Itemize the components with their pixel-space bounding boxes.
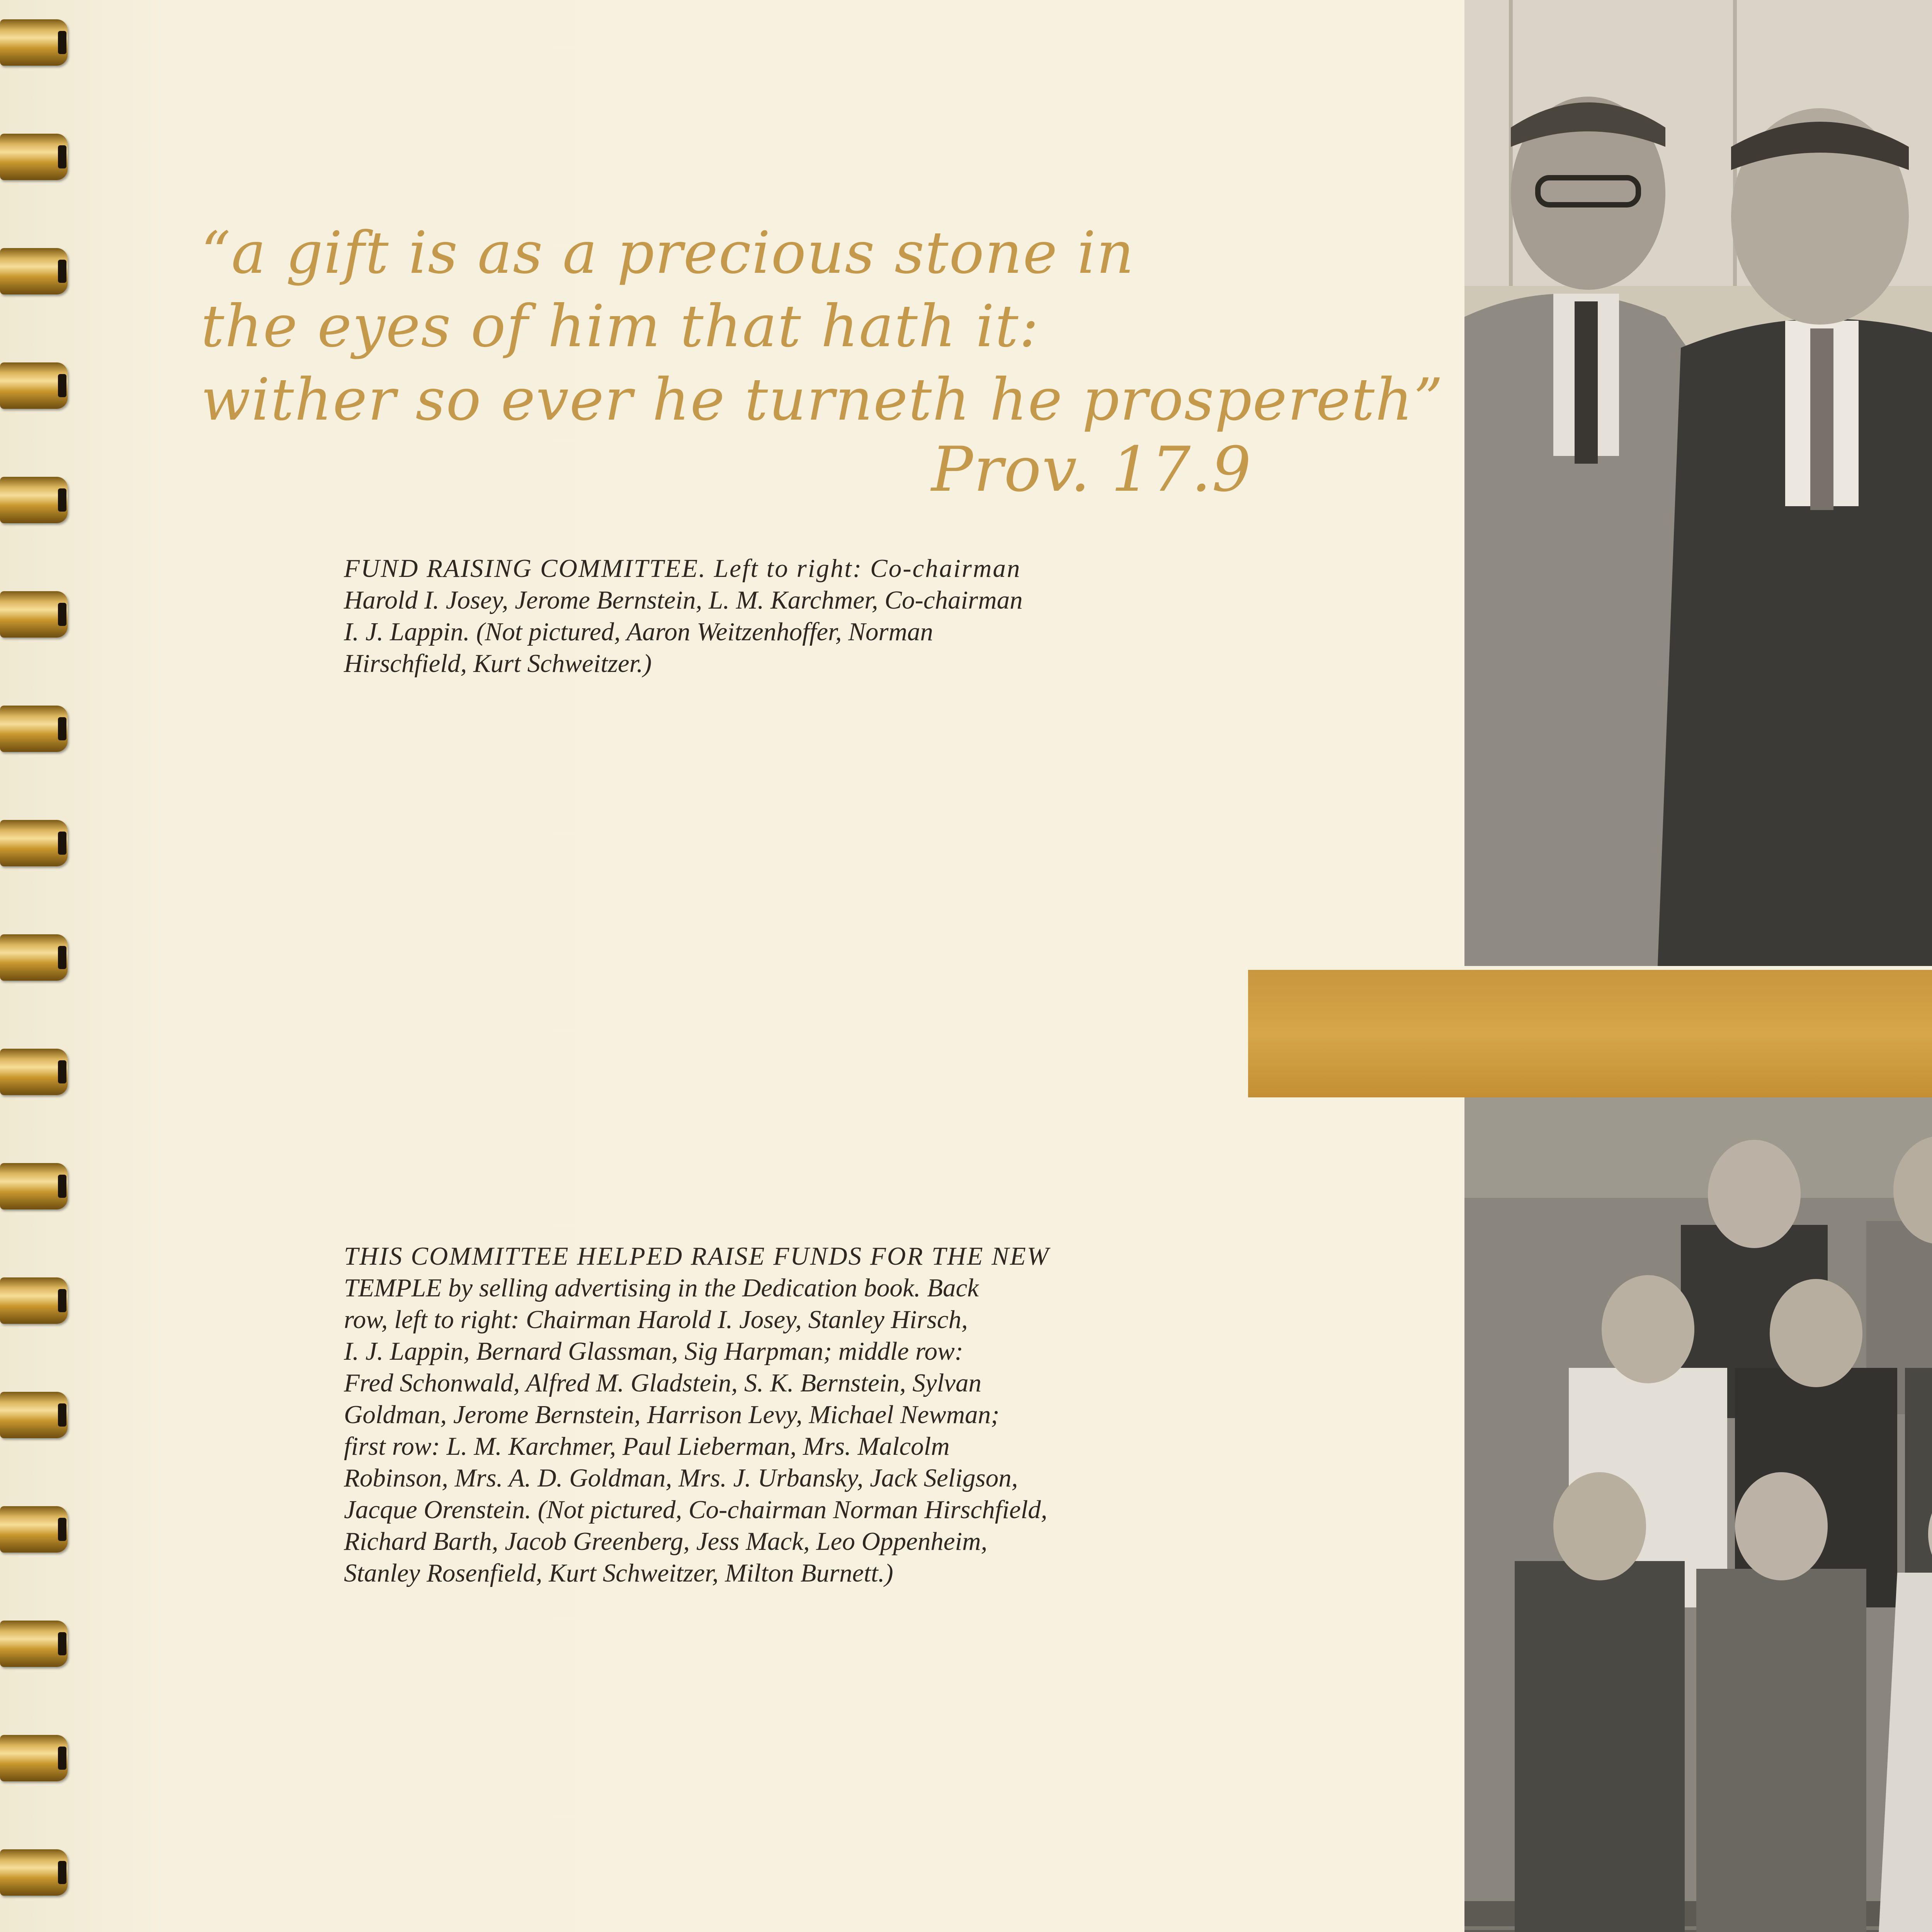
binding-ring [0, 1849, 68, 1896]
gold-accent-band [1248, 970, 1932, 1097]
caption-line: Richard Barth, Jacob Greenberg, Jess Mack, Leo Oppenheim, [344, 1527, 988, 1556]
binding-hole [58, 946, 66, 969]
binding-hole [58, 1518, 66, 1541]
binding-ring [0, 134, 68, 180]
binding-ring [0, 362, 68, 409]
quote-citation: Prov. 17.9 [931, 433, 1252, 505]
binding-hole [58, 1403, 66, 1427]
fund-raising-committee-photo [1464, 0, 1932, 966]
binding-hole [58, 145, 66, 168]
advertising-committee-caption [344, 1240, 1310, 1589]
fund-raising-committee-caption [344, 553, 1310, 679]
binding-hole [58, 488, 66, 512]
caption-line: Fred Schonwald, Alfred M. Gladstein, S. K. Bernstein, Sylvan [344, 1369, 981, 1397]
binding-ring [0, 820, 68, 866]
spiral-binding [0, 0, 73, 1932]
binding-hole [58, 1747, 66, 1770]
caption-line: TEMPLE by selling advertising in the Dedication book. Back [344, 1274, 979, 1302]
caption-line: Robinson, Mrs. A. D. Goldman, Mrs. J. Urbansky, Jack Seligson, [344, 1464, 1018, 1492]
quote-line-2: the eyes of him that hath it: [201, 293, 1039, 360]
binding-ring [0, 706, 68, 752]
caption-line: Harold I. Josey, Jerome Bernstein, L. M. Karchmer, Co-chairman [344, 586, 1023, 614]
scripture-quote [201, 216, 1444, 506]
caption-line: I. J. Lappin, Bernard Glassman, Sig Harpman; middle row: [344, 1337, 963, 1366]
binding-ring [0, 1506, 68, 1553]
binding-ring [0, 248, 68, 294]
binding-hole [58, 1289, 66, 1312]
caption-line: I. J. Lappin. (Not pictured, Aaron Weitzenhoffer, Norman [344, 617, 933, 646]
binding-ring [0, 1163, 68, 1209]
binding-hole [58, 260, 66, 283]
binding-ring [0, 934, 68, 981]
binding-hole [58, 31, 66, 54]
binding-ring [0, 19, 68, 66]
binding-hole [58, 1861, 66, 1884]
caption-line: Stanley Rosenfield, Kurt Schweitzer, Milton Burnett.) [344, 1559, 893, 1587]
quote-line-3: wither so ever he turneth he prospereth” [201, 366, 1444, 434]
caption-line: Goldman, Jerome Bernstein, Harrison Levy, Michael Newman; [344, 1400, 1000, 1429]
caption-line: THIS COMMITTEE HELPED RAISE FUNDS FOR THE NEW [344, 1242, 1050, 1270]
binding-hole [58, 603, 66, 626]
caption-line: Jacque Orenstein. (Not pictured, Co-chairman Norman Hirschfield, [344, 1495, 1048, 1524]
binding-ring [0, 1392, 68, 1438]
binding-hole [58, 1632, 66, 1655]
binding-hole [58, 832, 66, 855]
binding-hole [58, 374, 66, 397]
binding-ring [0, 1621, 68, 1667]
caption-line: FUND RAISING COMMITTEE. Left to right: Co-chairman [344, 554, 1021, 583]
caption-line: row, left to right: Chairman Harold I. Josey, Stanley Hirsch, [344, 1305, 968, 1334]
binding-ring [0, 1049, 68, 1095]
binding-ring [0, 591, 68, 638]
binding-ring [0, 1277, 68, 1324]
caption-line: Hirschfield, Kurt Schweitzer.) [344, 649, 652, 678]
binding-ring [0, 477, 68, 523]
quote-line-1: “a gift is as a precious stone in [201, 219, 1135, 287]
caption-line: first row: L. M. Karchmer, Paul Lieberman, Mrs. Malcolm [344, 1432, 950, 1461]
binding-hole [58, 1175, 66, 1198]
binding-hole [58, 717, 66, 740]
binding-ring [0, 1735, 68, 1781]
advertising-committee-photo [1464, 1097, 1932, 1932]
binding-hole [58, 1060, 66, 1083]
